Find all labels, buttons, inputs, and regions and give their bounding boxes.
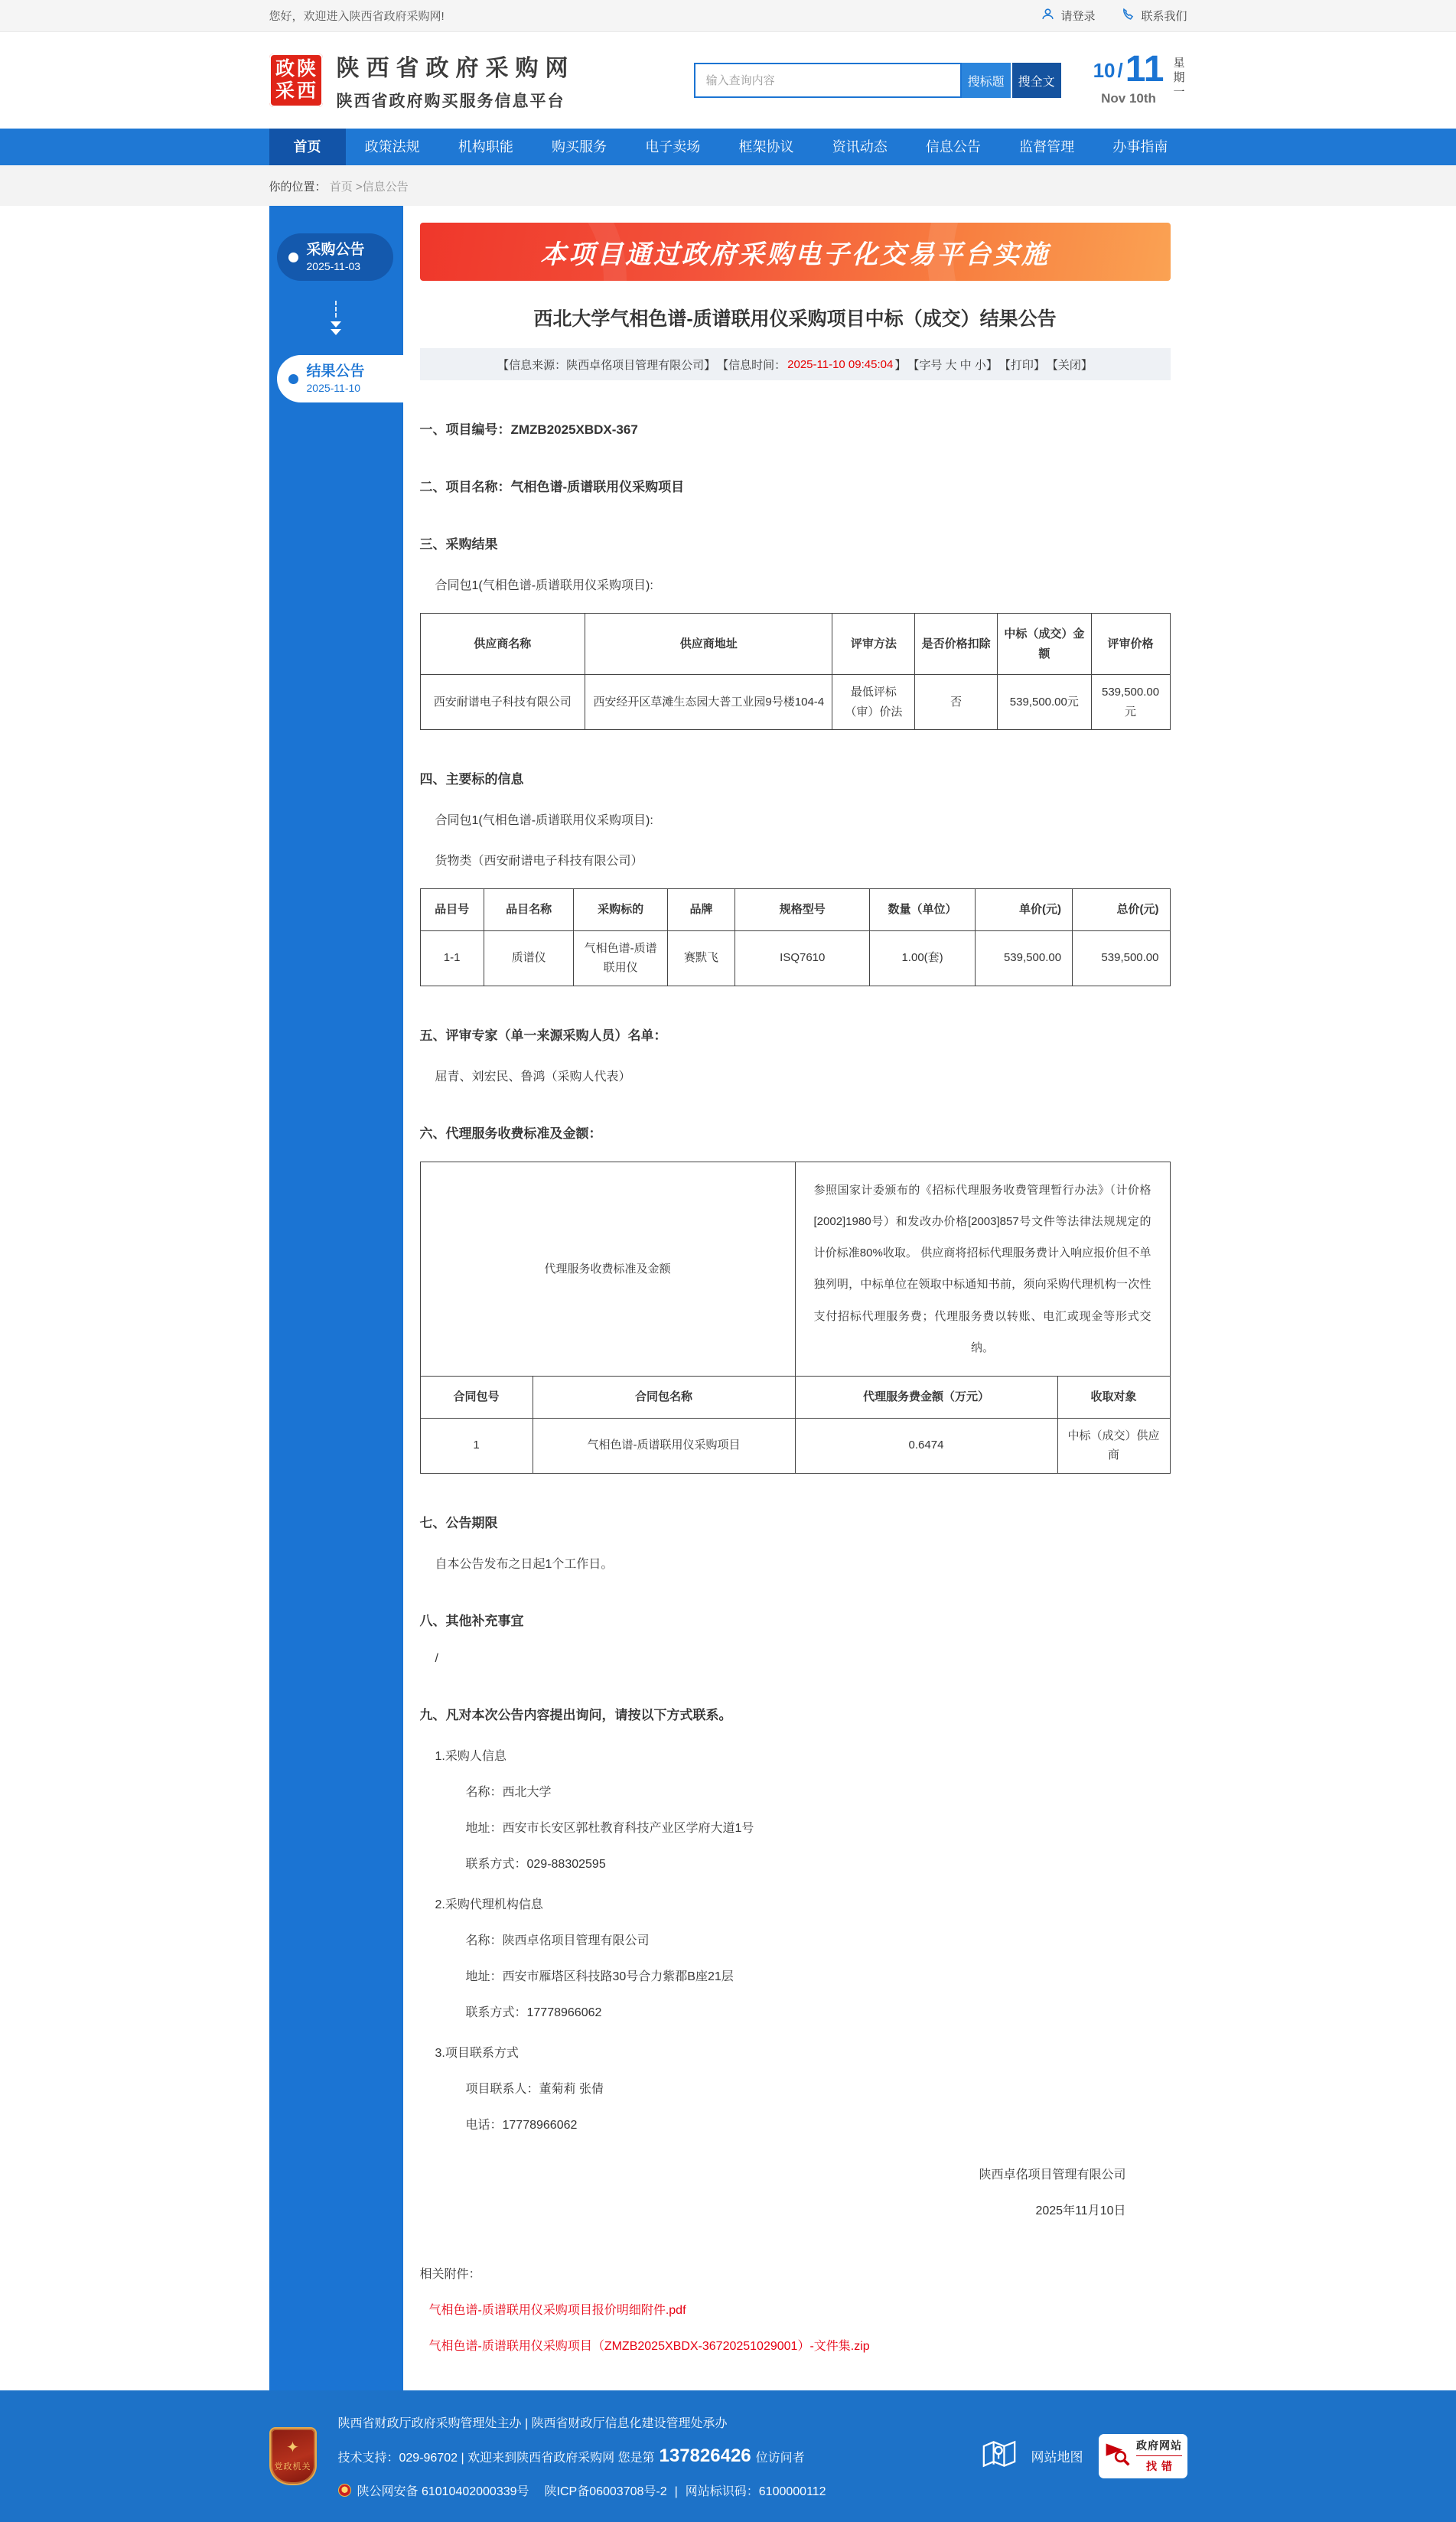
- contact-line: 联系方式：029-88302595: [465, 1857, 606, 1871]
- topbar: [0, 0, 1456, 32]
- contact-link[interactable]: 联系我们: [1121, 7, 1187, 24]
- section-result-heading: 三、采购结果: [419, 537, 498, 552]
- breadcrumb-current: >信息公告: [355, 181, 409, 194]
- font-size-controls[interactable]: 【字号 大 中 小】: [907, 358, 998, 372]
- footer-organizer-line: 陕西省财政厅政府采购管理处主办 | 陕西省财政厅信息化建设管理处承办: [337, 2416, 728, 2430]
- visitor-count: 137826426: [659, 2445, 751, 2466]
- signature-block: [420, 2165, 1171, 2218]
- announcement-sidebar: [269, 206, 403, 2390]
- nav-item-policy[interactable]: 政策法规: [364, 139, 420, 155]
- section-agency-fee-heading: 六、代理服务收费标准及金额：: [419, 1126, 602, 1141]
- contact-line: 联系方式：17778966062: [465, 2006, 602, 2019]
- search-fulltext-button[interactable]: 搜全文: [1012, 63, 1061, 98]
- site-name: 陕西省政府采购网: [336, 56, 575, 81]
- arrow-down-icon: [330, 301, 342, 335]
- table-header-row: 品目号 品目名称 采购标的 品牌 规格型号 数量（单位） 单价(元) 总价(元): [420, 889, 1170, 931]
- attachment-link-zip[interactable]: 气相色谱-质谱联用仪采购项目（ZMZB2025XBDX-36720251029001）-文件集.zip: [428, 2339, 870, 2353]
- goods-category-label: 货物类（西安耐谱电子科技有限公司）: [435, 855, 643, 868]
- section-project-number: 一、项目编号：ZMZB2025XBDX-367: [419, 422, 638, 437]
- date-widget: 10 / 11 Nov 10th 星 期 一: [1093, 54, 1187, 107]
- article-meta-bar: 【信息来源：陕西卓佲项目管理有限公司】 【信息时间： 2025-11-10 09:45:04 】 【字号 大 中 小】 【打印】 【关闭】: [420, 348, 1171, 380]
- nav-item-supervision[interactable]: 监督管理: [1019, 139, 1075, 155]
- icp-record[interactable]: 陕ICP备06003708号-2: [544, 2485, 667, 2498]
- contract-package-label: 合同包1(气相色谱-质谱联用仪采购项目):: [435, 814, 653, 827]
- section-period-heading: 七、公告期限: [419, 1515, 498, 1530]
- section-other-heading: 八、其他补充事宜: [419, 1613, 524, 1628]
- dot-icon: [288, 374, 298, 384]
- attachment-link-pdf[interactable]: 气相色谱-质谱联用仪采购项目报价明细附件.pdf: [428, 2303, 686, 2317]
- site-logo[interactable]: 政陕 采西: [269, 54, 323, 107]
- main-nav: [0, 129, 1456, 165]
- site-subtitle: 陕西省政府购买服务信息平台: [336, 93, 565, 110]
- search-box: [694, 63, 1061, 98]
- date-english: Nov 10th: [1101, 91, 1156, 106]
- print-button[interactable]: 【打印】: [998, 358, 1045, 372]
- nav-item-guide[interactable]: 办事指南: [1112, 139, 1168, 155]
- attachments-label: 相关附件：: [419, 2267, 481, 2281]
- table-row: 1-1 质谱仪 气相色谱-质谱联用仪 赛默飞 ISQ7610 1.00(套) 539,500.00 539,500.00: [420, 930, 1170, 986]
- signature-company: 陕西卓佲项目管理有限公司: [979, 2168, 1126, 2181]
- table-header-row: 合同包号 合同包名称 代理服务费金额（万元） 收取对象: [420, 1377, 1170, 1419]
- contract-package-label: 合同包1(气相色谱-质谱联用仪采购项目):: [435, 579, 653, 592]
- attachments-section: [420, 2264, 1171, 2354]
- section-contact-heading: 九、凡对本次公告内容提出询问，请按以下方式联系。: [419, 1707, 732, 1722]
- gov-site-error-report-button[interactable]: 政府网站 找错: [1099, 2434, 1187, 2478]
- contact-line: 名称：陕西卓佲项目管理有限公司: [465, 1934, 650, 1947]
- page-title: 西北大学气相色谱-质谱联用仪采购项目中标（成交）结果公告: [533, 308, 1057, 330]
- breadcrumb-bar: [0, 165, 1456, 206]
- dot-icon: [288, 253, 298, 262]
- agency-fee-label: 代理服务收费标准及金额: [420, 1162, 795, 1377]
- result-table: [420, 613, 1171, 730]
- error-report-flag-icon: [1103, 2440, 1131, 2471]
- platform-banner: 本项目通过政府采购电子化交易平台实施: [420, 223, 1171, 281]
- welcome-text: 您好，欢迎进入陕西省政府采购网!: [269, 10, 445, 23]
- contact-line: 项目联系人：董菊莉 张倩: [465, 2082, 604, 2096]
- table-row: 西安耐谱电子科技有限公司 西安经开区草滩生态园大普工业园9号楼104-4 最低评标（审）价法 否 539,500.00元 539,500.00元: [420, 675, 1170, 730]
- date-month: 10: [1093, 59, 1116, 83]
- contact-block-title: 2.采购代理机构信息: [435, 1898, 543, 1911]
- contact-line: 名称：西北大学: [465, 1785, 552, 1799]
- sitemap-link[interactable]: 网站地图: [1031, 2450, 1083, 2465]
- section-main-subject-heading: 四、主要标的信息: [419, 772, 524, 787]
- sidebar-item-procurement-notice[interactable]: 采购公告 2025-11-03: [277, 233, 393, 281]
- contact-line: 地址：西安市长安区郭杜教育科技产业区学府大道1号: [465, 1821, 754, 1835]
- section-experts-heading: 五、评审专家（单一来源采购人员）名单：: [419, 1028, 667, 1043]
- close-button[interactable]: 【关闭】: [1046, 358, 1093, 372]
- agency-fee-table: [420, 1162, 1171, 1474]
- nav-item-org-functions[interactable]: 机构职能: [458, 139, 513, 155]
- article-content: [403, 206, 1187, 2390]
- expert-names: 屈青、刘宏民、鲁鸿（采购人代表）: [435, 1070, 631, 1083]
- nav-item-home[interactable]: 首页: [269, 129, 346, 165]
- party-gov-badge-icon: ✦ 党政机关: [269, 2427, 317, 2485]
- contact-line: 电话：17778966062: [465, 2118, 578, 2132]
- signature-date: 2025年11月10日: [1035, 2204, 1126, 2217]
- search-input[interactable]: [694, 63, 962, 98]
- public-security-record[interactable]: 陕公网安备 61010402000339号: [357, 2485, 529, 2498]
- search-title-button[interactable]: 搜标题: [962, 63, 1011, 98]
- meta-source: 【信息来源：陕西卓佲项目管理有限公司】: [497, 358, 716, 372]
- date-day: 11: [1125, 48, 1164, 90]
- breadcrumb: 你的位置： 首页 >信息公告: [269, 181, 409, 194]
- period-body: 自本公告发布之日起1个工作日。: [435, 1557, 614, 1571]
- nav-item-e-market[interactable]: 电子卖场: [645, 139, 701, 155]
- login-link[interactable]: 请登录: [1041, 7, 1095, 24]
- police-badge-icon: [338, 2484, 351, 2497]
- meta-time: 2025-11-10 09:45:04: [787, 357, 894, 371]
- weekday-label: 星 期 一: [1173, 56, 1185, 99]
- sitemap-icon: [982, 2439, 1016, 2472]
- phone-icon: [1121, 7, 1135, 24]
- contact-block-title: 1.采购人信息: [435, 1749, 507, 1763]
- nav-item-framework-agreement[interactable]: 框架协议: [738, 139, 794, 155]
- contact-line: 地址：西安市雁塔区科技路30号合力紫郡B座21层: [465, 1970, 734, 1983]
- site-footer: ✦ 党政机关 陕西省财政厅政府采购管理处主办 | 陕西省财政厅信息化建设管理处承办 技术支持：029-96702 | 欢迎来到陕西省政府采购网 您是第 137826426 位访问者 陕公网安备 61010402000339号 陕ICP备06003708号-2 | 网站标识码：6100000112 网站地图 政府网站 找错: [0, 2390, 1456, 2522]
- sidebar-item-result-notice[interactable]: 结果公告 2025-11-10: [277, 355, 403, 402]
- breadcrumb-home[interactable]: 首页: [329, 181, 353, 194]
- site-header: [0, 32, 1456, 129]
- items-table: [420, 888, 1171, 986]
- nav-item-news[interactable]: 资讯动态: [832, 139, 888, 155]
- table-header-row: 供应商名称 供应商地址 评审方法 是否价格扣除 中标（成交）金额 评审价格: [420, 614, 1170, 675]
- table-row: 1 气相色谱-质谱联用仪采购项目 0.6474 中标（成交）供应商: [420, 1418, 1170, 1473]
- table-row: [420, 1162, 1170, 1377]
- nav-item-purchase-service[interactable]: 购买服务: [552, 139, 607, 155]
- site-id-code: 网站标识码：6100000112: [685, 2485, 826, 2498]
- user-icon: [1041, 7, 1055, 24]
- contact-block-title: 3.项目联系方式: [435, 2046, 519, 2060]
- nav-item-info-notice[interactable]: 信息公告: [925, 139, 981, 155]
- footer-support-line: 技术支持：029-96702 | 欢迎来到陕西省政府采购网 您是第: [337, 2451, 655, 2465]
- other-body: /: [435, 1651, 438, 1665]
- agency-fee-description: 参照国家计委颁布的《招标代理服务收费管理暂行办法》（计价格[2002]1980号）和发改办价格[2003]857号文件等法律法规规定的计价标准80%收取。 供应商将招标代理服务费计入响应报价但不单独列明，中标单位在领取中标通知书前，须向采购代理机构一次性支付招标代理服务费；代理服务费以转账、电汇或现金等形式交纳。: [795, 1162, 1170, 1377]
- section-project-name: 二、项目名称：气相色谱-质谱联用仪采购项目: [419, 480, 685, 494]
